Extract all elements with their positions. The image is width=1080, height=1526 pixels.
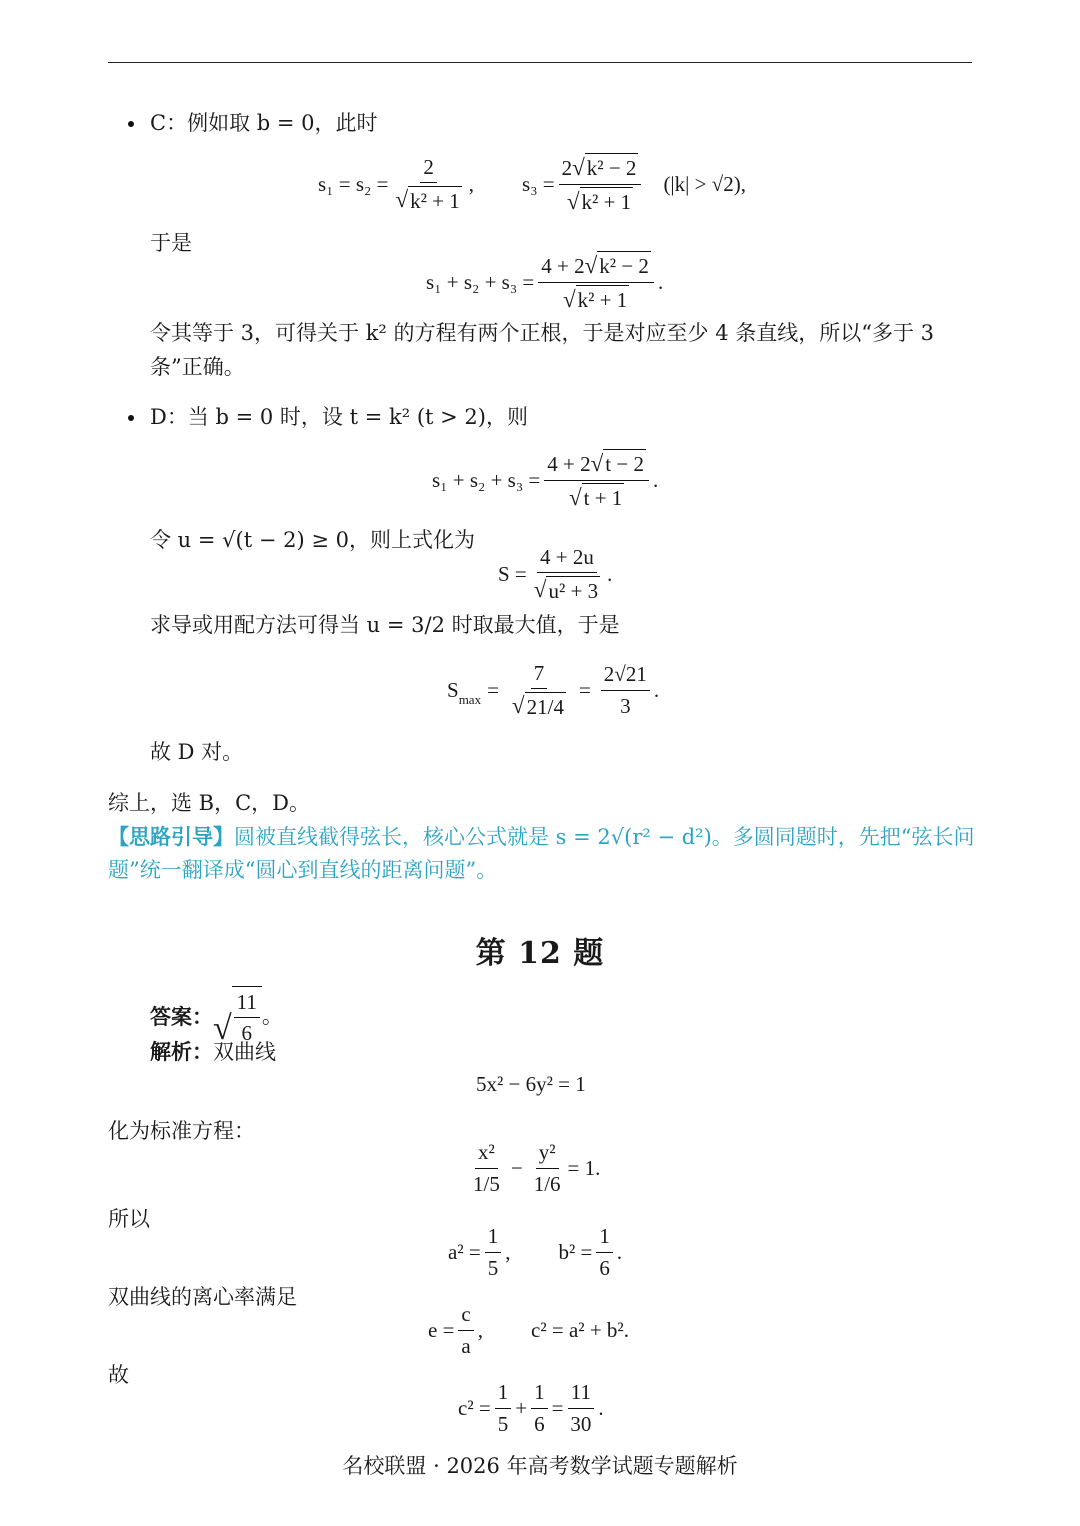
e-lhs: e = bbox=[428, 1317, 455, 1342]
std-frac-x bbox=[470, 1139, 503, 1197]
gu: 故 bbox=[108, 1363, 129, 1387]
bullet-c bbox=[128, 121, 134, 127]
d-eq2-frac: 4 + 2u √ u² + 3 bbox=[533, 544, 599, 603]
c2-f1-den: 5 bbox=[497, 1411, 509, 1436]
d-eq3-den2: 3 bbox=[620, 693, 631, 718]
d-eq3-num2: 2√21 bbox=[601, 661, 650, 690]
c2-frac-1 bbox=[495, 1379, 512, 1437]
c2-lhs: c² = bbox=[458, 1395, 491, 1420]
d-eq1-rad: t − 2 bbox=[603, 449, 646, 477]
hint-line-1 bbox=[108, 820, 975, 854]
d-eq3-frac-1: 7 √ 21/4 bbox=[511, 660, 564, 719]
e-num: c bbox=[458, 1301, 473, 1330]
c-equation-1: s₁ = s₂ = 2 √ k² + 1 , s₃ = 2 √ k² − 2 √ k² + 1 (|k| > √2), bbox=[318, 153, 746, 215]
c2-frac-2 bbox=[531, 1379, 548, 1437]
c-eq2-frac: 4 + 2 √ k² − 2 √ k² + 1 bbox=[538, 251, 654, 314]
c-eq1-s3-frac: 2 √ k² − 2 √ k² + 1 bbox=[559, 153, 642, 216]
b2-num: 1 bbox=[596, 1223, 613, 1252]
std-equation: $\frac{\text{x²}}{1/5}$ − $\frac{\text{y²}}{1/6}$ = 1. bbox=[466, 1140, 600, 1196]
question-12-title: 第 12 题 bbox=[475, 936, 605, 971]
c-eq2-den: k² + 1 bbox=[576, 285, 630, 313]
d-eq1-lhs: s₁ + s₂ + s₃ = bbox=[432, 467, 541, 492]
d-eq1-frac: 4 + 2 √ t − 2 √ t + 1 bbox=[544, 449, 649, 512]
c-eq1-lhs: s₁ = s₂ = bbox=[318, 171, 389, 196]
c-eq1-s3-coef: 2 bbox=[561, 155, 573, 180]
d-equation-1: s₁ + s₂ + s₃ = 4 + 2 √ t − 2 √ t + 1 . bbox=[432, 449, 659, 511]
std-rhs: = 1. bbox=[567, 1155, 601, 1180]
std-x-num: x² bbox=[475, 1139, 498, 1168]
d-equation-2: S = 4 + 2u √ u² + 3 . bbox=[498, 544, 613, 603]
d-eq1-den: t + 1 bbox=[582, 483, 625, 511]
c2-f1-num: 1 bbox=[495, 1379, 512, 1408]
c-equation-2: s₁ + s₂ + s₃ = 4 + 2 √ k² − 2 √ k² + 1 . bbox=[426, 251, 664, 313]
d-eq2-num: 4 + 2u bbox=[537, 544, 597, 573]
d-eq3-den: 21/4 bbox=[525, 692, 566, 720]
c-eq1-s3-den: k² + 1 bbox=[580, 187, 634, 215]
c-eq1-s3-rad: k² − 2 bbox=[585, 153, 639, 181]
answer-den: 6 bbox=[241, 1021, 253, 1045]
d-eq3-sub: max bbox=[458, 692, 482, 707]
d-eq1-coef: 4 + 2 bbox=[547, 451, 591, 476]
c-eq1-cond: (|k| > √2), bbox=[663, 171, 746, 196]
c-eq2-rad: k² − 2 bbox=[597, 251, 651, 279]
bullet-d bbox=[128, 415, 134, 421]
d-equation-3: S $_{max}$ = 7 √ 21/4 = $\frac{2√21}{3}$ . bbox=[447, 660, 660, 719]
c-eq2-coef: 4 + 2 bbox=[541, 253, 585, 278]
std-frac-y bbox=[531, 1139, 564, 1197]
c-eq1-den: k² + 1 bbox=[408, 186, 462, 214]
e-den: a bbox=[461, 1333, 471, 1358]
d-derive-line: 求导或用配方法可得当 u = 3/2 时取最大值，于是 bbox=[150, 613, 620, 637]
analysis-line bbox=[150, 1035, 276, 1069]
header-rule bbox=[108, 62, 972, 63]
hint-line-2: 题”统一翻译成“圆心到直线的距离问题”。 bbox=[108, 858, 498, 882]
answer-num: 11 bbox=[234, 989, 260, 1018]
c2-f2-num: 1 bbox=[531, 1379, 548, 1408]
c-line-1: 令其等于 3，可得关于 k² 的方程有两个正根，于是对应至少 4 条直线，所以“多于 3 bbox=[150, 321, 935, 345]
c2-relation: c² = a² + b². bbox=[531, 1317, 629, 1342]
c2-res-num: 11 bbox=[568, 1379, 594, 1408]
c2-f2-den: 6 bbox=[534, 1411, 545, 1436]
c2-equation: c² = $\frac{1}{5}$ + $\frac{1}{6}$ = $\frac{11}{30}$ . bbox=[458, 1380, 604, 1436]
ecc-equation: e = $\frac{c}{a}$ , c² = a² + b². bbox=[428, 1302, 629, 1358]
a2-den: 5 bbox=[487, 1255, 499, 1280]
d-eq3-num: 7 bbox=[531, 660, 548, 689]
std-x-den: 1/5 bbox=[473, 1171, 500, 1196]
a2-b2-equation: a² = $\frac{1}{5}$ , b² = $\frac{1}{6}$ . bbox=[448, 1224, 623, 1280]
e-frac bbox=[458, 1301, 473, 1359]
c-yushi: 于是 bbox=[150, 231, 192, 255]
c-intro: C：例如取 b = 0，此时 bbox=[150, 111, 378, 135]
c-line-2: 条”正确。 bbox=[150, 355, 245, 379]
answer-tail: 。 bbox=[261, 1003, 283, 1028]
a2-frac bbox=[485, 1223, 502, 1281]
b2-den: 6 bbox=[599, 1255, 610, 1280]
d-eq3-frac-2 bbox=[601, 661, 650, 719]
d-conclusion: 故 D 对。 bbox=[150, 740, 244, 764]
c-eq1-num: 2 bbox=[420, 154, 437, 183]
c2-frac-result bbox=[567, 1379, 594, 1437]
hint-text-1: 圆被直线截得弦长，核心公式就是 s = 2√(r² − d²)。多圆同题时，先把“弦长问 bbox=[234, 825, 975, 849]
summary: 综上，选 B，C，D。 bbox=[108, 791, 311, 815]
c-eq1-s3: s₃ = bbox=[522, 171, 555, 196]
a2-lhs: a² = bbox=[448, 1239, 481, 1264]
d-eq3-lhs: S bbox=[447, 677, 459, 702]
analysis-text: 双曲线 bbox=[213, 1040, 276, 1064]
d-intro: D：当 b = 0 时，设 t = k² (t > 2)，则 bbox=[150, 405, 528, 429]
b2-frac bbox=[596, 1223, 613, 1281]
analysis-label: 解析： bbox=[150, 1039, 213, 1064]
d-eq2-lhs: S = bbox=[498, 561, 527, 586]
b2-lhs: b² = bbox=[558, 1239, 593, 1264]
answer-sqrt: √ $\frac{11}{6}$ bbox=[213, 986, 262, 1047]
hyperbola-equation: 5x² − 6y² = 1 bbox=[476, 1072, 586, 1096]
d-eq2-den: u² + 3 bbox=[546, 576, 600, 604]
d-let-line: 令 u = √(t − 2) ≥ 0，则上式化为 bbox=[150, 528, 475, 552]
std-y-num: y² bbox=[536, 1139, 559, 1168]
ecc-label: 双曲线的离心率满足 bbox=[108, 1285, 297, 1309]
hint-label: 【思路引导】 bbox=[108, 824, 234, 849]
answer-label: 答案： bbox=[150, 1003, 213, 1029]
page-footer: 名校联盟 · 2026 年高考数学试题专题解析 bbox=[342, 1454, 738, 1478]
c-eq2-lhs: s₁ + s₂ + s₃ = bbox=[426, 269, 535, 294]
c2-res-den: 30 bbox=[570, 1411, 592, 1436]
std-label: 化为标准方程： bbox=[108, 1119, 255, 1143]
a2-num: 1 bbox=[485, 1223, 502, 1252]
std-y-den: 1/6 bbox=[533, 1171, 561, 1196]
suoyi: 所以 bbox=[108, 1207, 150, 1231]
c-eq1-frac: 2 √ k² + 1 bbox=[395, 154, 460, 213]
